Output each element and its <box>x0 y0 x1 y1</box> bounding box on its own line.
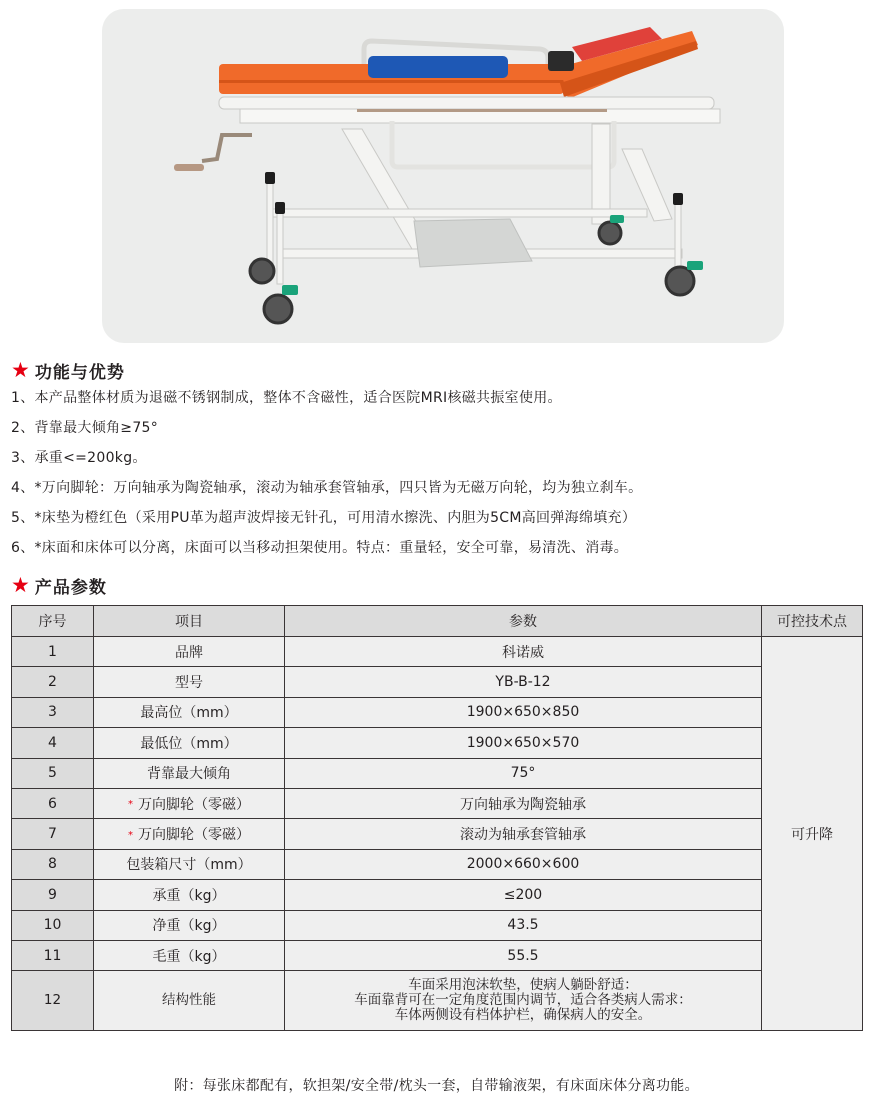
star-icon: ★ <box>11 358 31 382</box>
row-item: 最低位（mm） <box>94 728 285 758</box>
row-no: 1 <box>12 637 94 667</box>
row-value: 科诺威 <box>285 637 762 667</box>
header-value: 参数 <box>285 606 762 637</box>
row-value: 43.5 <box>285 910 762 940</box>
row-item: 最高位（mm） <box>94 697 285 727</box>
features-title: 功能与优势 <box>34 363 125 383</box>
crank-handle <box>174 164 204 171</box>
row-item: 型号 <box>94 667 285 697</box>
row-no: 6 <box>12 788 94 818</box>
row-no: 11 <box>12 940 94 970</box>
pillow <box>368 56 508 78</box>
row-item-label: 万向脚轮（零磁） <box>138 796 250 813</box>
row-value: 2000×660×600 <box>285 849 762 879</box>
row-value: 1900×650×850 <box>285 697 762 727</box>
product-image <box>102 9 784 343</box>
table-row <box>12 697 863 727</box>
table-row <box>12 788 863 818</box>
feature-item: 1、本产品整体材质为退磁不锈钢制成，整体不含磁性，适合医院MRI核磁共振室使用。 <box>11 390 562 406</box>
row-item: 毛重（kg） <box>94 940 285 970</box>
row-item: 包装箱尺寸（mm） <box>94 849 285 879</box>
row-no: 4 <box>12 728 94 758</box>
row-item: 品牌 <box>94 637 285 667</box>
required-mark: * <box>128 799 133 811</box>
table-row <box>12 728 863 758</box>
row-item: 净重（kg） <box>94 910 285 940</box>
footnote: 附：每张床都配有，软担架/安全带/枕头一套，自带输液架，有床面床体分离功能。 <box>174 1078 699 1094</box>
params-heading <box>11 573 107 598</box>
table-row <box>12 637 863 667</box>
row-value: 滚动为轴承套管轴承 <box>285 819 762 849</box>
row-value: ≤200 <box>285 880 762 910</box>
table-row <box>12 971 863 1031</box>
row-value: 万向轴承为陶瓷轴承 <box>285 788 762 818</box>
table-row <box>12 940 863 970</box>
feature-item: 5、*床垫为橙红色（采用PU革为超声波焊接无针孔，可用清水擦洗、内胆为5CM高回弹海绵填充） <box>11 510 637 526</box>
controllable-point: 可升降 <box>762 637 863 1031</box>
required-mark: * <box>128 829 133 841</box>
feature-item: 3、承重<=200kg。 <box>11 450 147 466</box>
row-value-multiline <box>285 971 762 1031</box>
table-row <box>12 910 863 940</box>
row-no: 3 <box>12 697 94 727</box>
table-row <box>12 758 863 788</box>
row-no: 7 <box>12 819 94 849</box>
params-title: 产品参数 <box>34 578 107 598</box>
feature-item: 2、背靠最大倾角≥75° <box>11 420 159 436</box>
star-icon: ★ <box>11 573 31 597</box>
caster-wheel <box>264 295 292 323</box>
row-item: 承重（kg） <box>94 880 285 910</box>
row-no: 10 <box>12 910 94 940</box>
row-no: 8 <box>12 849 94 879</box>
header-controllable: 可控技术点 <box>762 606 863 637</box>
header-no: 序号 <box>12 606 94 637</box>
row-no: 9 <box>12 880 94 910</box>
header-item: 项目 <box>94 606 285 637</box>
feature-list <box>11 383 871 563</box>
stretcher-illustration <box>102 9 784 343</box>
features-heading <box>11 358 125 383</box>
row-item: 结构性能 <box>94 971 285 1031</box>
row-item: 背靠最大倾角 <box>94 758 285 788</box>
value-line: 车体两侧设有档体护栏，确保病人的安全。 <box>394 1007 652 1024</box>
row-value: 1900×650×570 <box>285 728 762 758</box>
value-line: 车面采用泡沫软垫，使病人躺卧舒适： <box>408 977 638 994</box>
row-item-label: 万向脚轮（零磁） <box>138 827 250 844</box>
row-item <box>94 788 285 818</box>
row-no: 2 <box>12 667 94 697</box>
row-value: 55.5 <box>285 940 762 970</box>
value-line: 车面靠背可在一定角度范围内调节，适合各类病人需求： <box>354 992 692 1009</box>
table-header-row <box>12 606 863 637</box>
table-row <box>12 819 863 849</box>
row-no: 5 <box>12 758 94 788</box>
table-row <box>12 849 863 879</box>
table-row <box>12 667 863 697</box>
row-value: YB-B-12 <box>285 667 762 697</box>
row-no: 12 <box>12 971 94 1031</box>
feature-item: 6、*床面和床体可以分离，床面可以当移动担架使用。特点：重量轻，安全可靠，易清洗、消毒。 <box>11 540 629 556</box>
params-table <box>11 605 863 1031</box>
table-row <box>12 880 863 910</box>
row-item <box>94 819 285 849</box>
feature-item: 4、*万向脚轮：万向轴承为陶瓷轴承，滚动为轴承套管轴承，四只皆为无磁万向轮，均为独立刹车。 <box>11 480 643 496</box>
row-value: 75° <box>285 758 762 788</box>
